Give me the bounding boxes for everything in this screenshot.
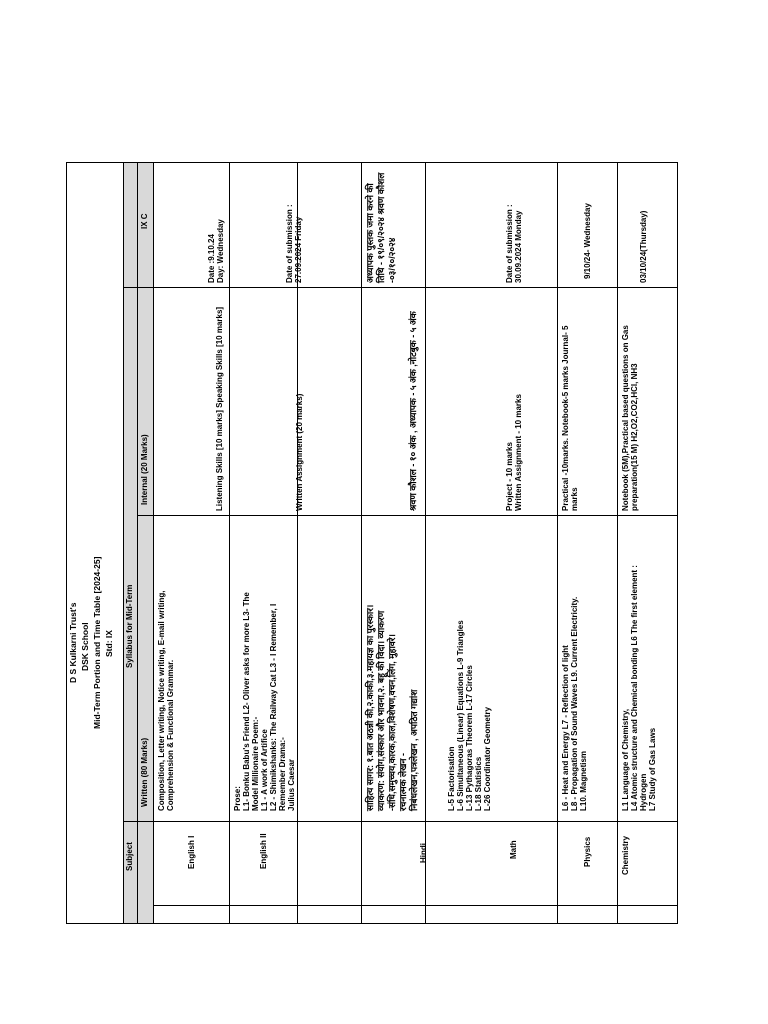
schedule-math: Date of submission : 30.09.2024 Monday [505,204,523,283]
schedule-english-1: Date :9.10.24 Day: Wednesday [207,219,225,283]
internal-header: Internal (20 Marks) [140,434,149,505]
schedule-hindi: अध्यापक पुस्तक जमा करने की तिथि - १९/०९/२०२४ श्रवण कौशल -०३/१०/२०२४ [365,172,397,283]
internal-chemistry: Notebook (5M),Practical based questions on Gas preparation(15 M) H2,O2,CO2,HCl, NH3 [621,325,639,511]
written-math: L-5 Factorisation L-6 Simultaneous (Linear) Equations L-9 Triangles L-13 Pythagoras Theorem L-17 Circles L-18 Statistics L-26 Coordinator Geometry [447,620,492,811]
written-english-2: Prose: L1- Bonku Babu's Friend L2- Oliver asks for more L3- The Model Millionaire Poem:- L1 - A work of Artifice L2 - Shimikshanks: The Railway Cat L3 - I Remember, I Remember Drama:- Julius Caesar [233,592,296,811]
schedule-physics: 9/10/24- Wednesday [583,203,592,279]
schedule-english-2: Date of submission : 27.09.2024 Friday [285,204,303,283]
timetable-sheet [66,162,678,924]
written-physics: L6 - Heat and Energy L7 - Reflection of light L8 - Propagation of Sound Waves L9. Current Electricity. L10. Magnetism [561,596,588,811]
internal-math: Project - 10 marks Written Assignment - 10 marks [505,394,523,511]
header-trust: D S Kulkarni Trust's [68,602,78,683]
subject-english-2: English II [259,833,268,869]
written-header: Written (80 Marks) [140,737,149,807]
subject-hindi: Hindi [419,843,428,863]
subject-math: Math [509,840,518,859]
written-chemistry: L1 Language of Chemistry, L4 Atomic structure and Chemical bonding L6 The first element : Hydrogen L7 Study of Gas Laws [621,565,657,811]
header-shade-subject [123,163,137,923]
syllabus-header: Syllabus for Mid-Term [125,584,134,668]
subject-chemistry: Chemistry [621,835,630,875]
subject-physics: Physics [583,836,592,867]
schedule-chemistry: 03/10/24(Thursday) [639,210,648,283]
subject-english-1: English I [187,835,196,869]
written-hindi: साहित्य सागर: १.बात अठन्नी की,२.काकी,३.महायज्ञ का पुरस्कार। व्याकरण: संयोग,संस्कार और भावना,२. बहू की विदा। व्याकरण -संधि,समुच्चय,कारक,काल,विशेषण,वचन,लिंग, मुहावरे। रचनात्मक लेखन - निबंधलेखन,पत्रलेखन , अपठित गद्यांश [365,604,419,811]
class-header: IX C [140,213,149,229]
header-title: Mid-Term Portion and Time Table [2024-25] [92,556,102,729]
internal-english-1: Listening Skills [10 marks] Speaking Skills [10 marks] [215,306,224,511]
internal-english-2: Written Assignment (20 marks) [295,393,304,511]
internal-physics: Practical -10marks. Notebook-5 marks Journal- 5 marks [561,325,579,511]
written-english-1: Composition, Letter writing, Notice writing, E-mail writing, Comprehension & Functional Grammar. [157,590,175,811]
subject-header: Subject [125,842,134,871]
header-std: Std: IX [104,630,114,657]
header-school: DSK School [80,622,90,671]
header-shade-written [137,163,153,923]
internal-hindi: श्रवण कौशल - १० अंक , अध्यापक - ५ अंक ,नोटबुक - ५ अंक [408,311,418,511]
